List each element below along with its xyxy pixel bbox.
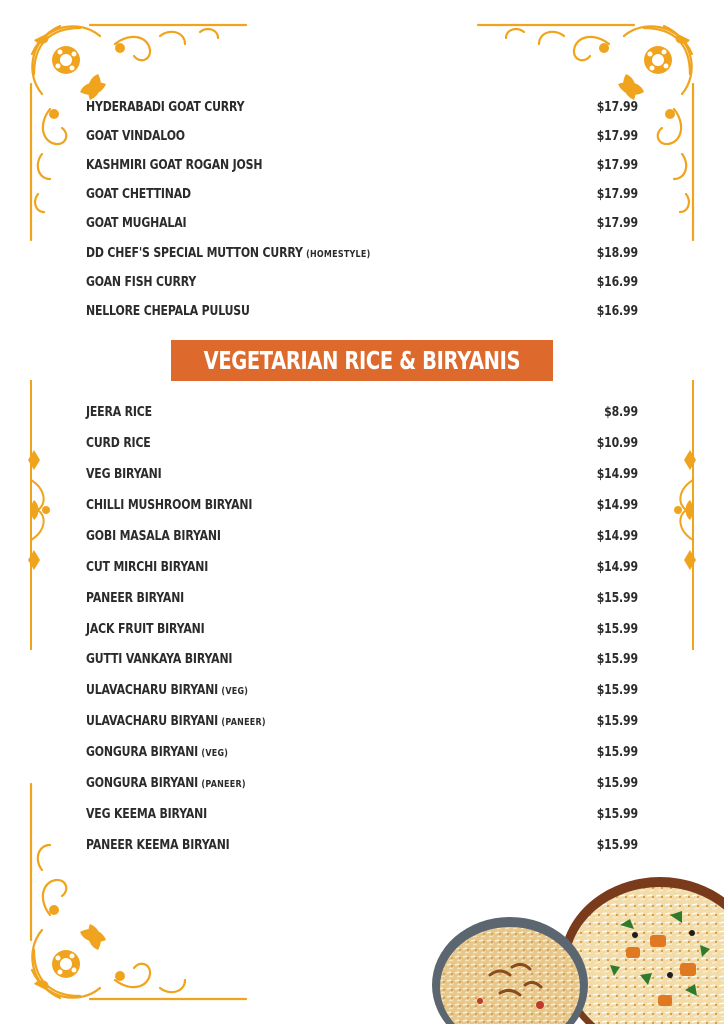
- menu-item-row: [86, 304, 638, 324]
- item-price: $17.99: [596, 216, 638, 231]
- item-price: $18.99: [596, 246, 638, 261]
- item-name: JACK FRUIT BIRYANI: [86, 622, 205, 637]
- menu-item-row: [86, 591, 638, 611]
- section-title: VEGETARIAN RICE & BIRYANIS: [203, 346, 521, 375]
- item-price: $15.99: [596, 622, 638, 637]
- item-price: $14.99: [596, 498, 638, 513]
- item-name: CUT MIRCHI BIRYANI: [86, 560, 209, 575]
- menu-item-row: [86, 246, 638, 266]
- item-name: GOAN FISH CURRY: [86, 275, 197, 290]
- item-price: $8.99: [604, 405, 638, 420]
- item-price: $17.99: [596, 158, 638, 173]
- menu-item-row: [86, 405, 638, 425]
- item-name: NELLORE CHEPALA PULUSU: [86, 304, 250, 319]
- item-name: CHILLI MUSHROOM BIRYANI: [86, 498, 253, 513]
- item-price: $14.99: [596, 467, 638, 482]
- item-name: ULAVACHARU BIRYANI (PANEER): [86, 714, 266, 729]
- item-name: GOBI MASALA BIRYANI: [86, 529, 221, 544]
- menu-item-row: [86, 436, 638, 456]
- item-price: $15.99: [596, 714, 638, 729]
- item-price: $15.99: [596, 745, 638, 760]
- menu-item-row: [86, 807, 638, 827]
- menu-item-row: [86, 529, 638, 549]
- item-price: $15.99: [596, 838, 638, 853]
- item-price: $17.99: [596, 129, 638, 144]
- item-name: GUTTI VANKAYA BIRYANI: [86, 652, 233, 667]
- item-price: $15.99: [596, 683, 638, 698]
- item-name: CURD RICE: [86, 436, 151, 451]
- item-name: GOAT MUGHALAI: [86, 216, 187, 231]
- biryani-bowl-photo: [430, 875, 724, 1024]
- item-name: PANEER KEEMA BIRYANI: [86, 838, 230, 853]
- item-price: $16.99: [596, 275, 638, 290]
- item-price: $16.99: [596, 304, 638, 319]
- item-price: $14.99: [596, 529, 638, 544]
- menu-item-row: [86, 683, 638, 703]
- item-price: $14.99: [596, 560, 638, 575]
- menu-item-row: [86, 100, 638, 120]
- menu-item-row: [86, 216, 638, 236]
- menu-item-row: [86, 498, 638, 518]
- item-name: GOAT CHETTINAD: [86, 187, 191, 202]
- item-price: $17.99: [596, 187, 638, 202]
- item-price: $15.99: [596, 652, 638, 667]
- item-name: HYDERABADI GOAT CURRY: [86, 100, 245, 115]
- menu-item-row: [86, 714, 638, 734]
- menu-item-row: [86, 187, 638, 207]
- left-side-filigree-icon: [20, 380, 54, 650]
- menu-item-row: [86, 275, 638, 295]
- menu-item-row: [86, 129, 638, 149]
- item-price: $15.99: [596, 807, 638, 822]
- right-side-filigree-icon: [670, 380, 704, 650]
- menu-item-row: [86, 467, 638, 487]
- item-name: GONGURA BIRYANI (PANEER): [86, 776, 246, 791]
- menu-item-row: [86, 652, 638, 672]
- item-name: VEG BIRYANI: [86, 467, 162, 482]
- menu-item-row: [86, 745, 638, 765]
- item-name: GOAT VINDALOO: [86, 129, 185, 144]
- item-name: DD CHEF'S SPECIAL MUTTON CURRY (HOMESTYLE): [86, 246, 371, 261]
- menu-item-row: [86, 776, 638, 796]
- menu-item-row: [86, 158, 638, 178]
- item-name: KASHMIRI GOAT ROGAN JOSH: [86, 158, 263, 173]
- item-name: PANEER BIRYANI: [86, 591, 185, 606]
- item-name: JEERA RICE: [86, 405, 152, 420]
- item-price: $17.99: [596, 100, 638, 115]
- item-price: $10.99: [596, 436, 638, 451]
- menu-item-row: [86, 560, 638, 580]
- item-name: GONGURA BIRYANI (VEG): [86, 745, 229, 760]
- item-name: ULAVACHARU BIRYANI (VEG): [86, 683, 249, 698]
- item-price: $15.99: [596, 776, 638, 791]
- item-name: VEG KEEMA BIRYANI: [86, 807, 208, 822]
- menu-item-row: [86, 838, 638, 858]
- section-banner: [171, 340, 553, 381]
- menu-item-row: [86, 622, 638, 642]
- item-price: $15.99: [596, 591, 638, 606]
